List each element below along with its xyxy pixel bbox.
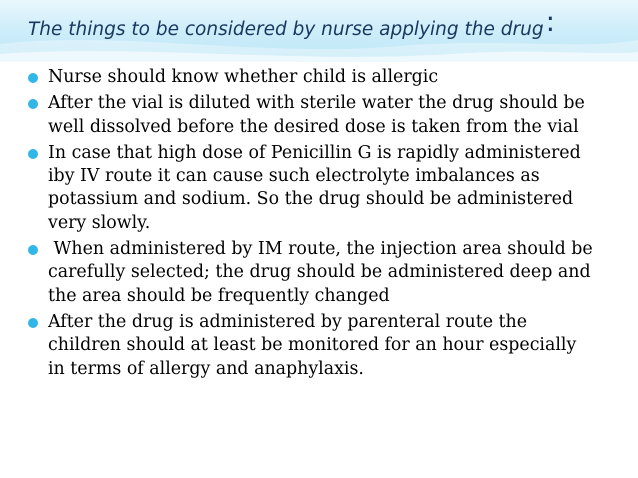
bullet-line: After the vial is diluted with sterile water the drug should be — [48, 93, 585, 114]
bullet-line: In case that high dose of Penicillin G is rapidly administered — [48, 142, 581, 163]
bullet-line: in terms of allergy and anaphylaxis. — [48, 358, 364, 379]
bullet-line: iby IV route it can cause such electrolyte imbalances as — [48, 166, 540, 187]
bullet-item-5 — [28, 311, 624, 381]
bullet-item-1 — [28, 66, 624, 89]
bullet-dot-icon — [28, 318, 38, 328]
slide-title — [28, 5, 628, 42]
bullet-list — [28, 66, 624, 384]
bullet-line: children should at least be monitored for an hour especially — [48, 335, 577, 356]
bullet-line: After the drug is administered by parenteral route the — [48, 311, 528, 332]
bullet-dot-icon — [28, 73, 38, 83]
bullet-line: carefully selected; the drug should be administered deep and — [48, 262, 591, 283]
slide-title-colon: : — [545, 5, 556, 38]
bullet-item-3 — [28, 142, 624, 235]
bullet-line: potassium and sodium. So the drug should be administered — [48, 189, 574, 210]
bullet-item-2 — [28, 92, 624, 139]
bullet-item-4 — [28, 238, 624, 308]
bullet-line: the area should be frequently changed — [48, 285, 390, 306]
slide-title-text: The things to be considered by nurse applying the drug — [28, 19, 544, 40]
bullet-dot-icon — [28, 149, 38, 159]
bullet-line: When administered by IM route, the injection area should be — [48, 239, 593, 260]
bullet-line: well dissolved before the desired dose is taken from the vial — [48, 116, 579, 137]
bullet-line: Nurse should know whether child is allergic — [48, 67, 439, 87]
bullet-dot-icon — [28, 99, 38, 109]
bullet-dot-icon — [28, 245, 38, 255]
bullet-line: very slowly. — [48, 212, 151, 233]
